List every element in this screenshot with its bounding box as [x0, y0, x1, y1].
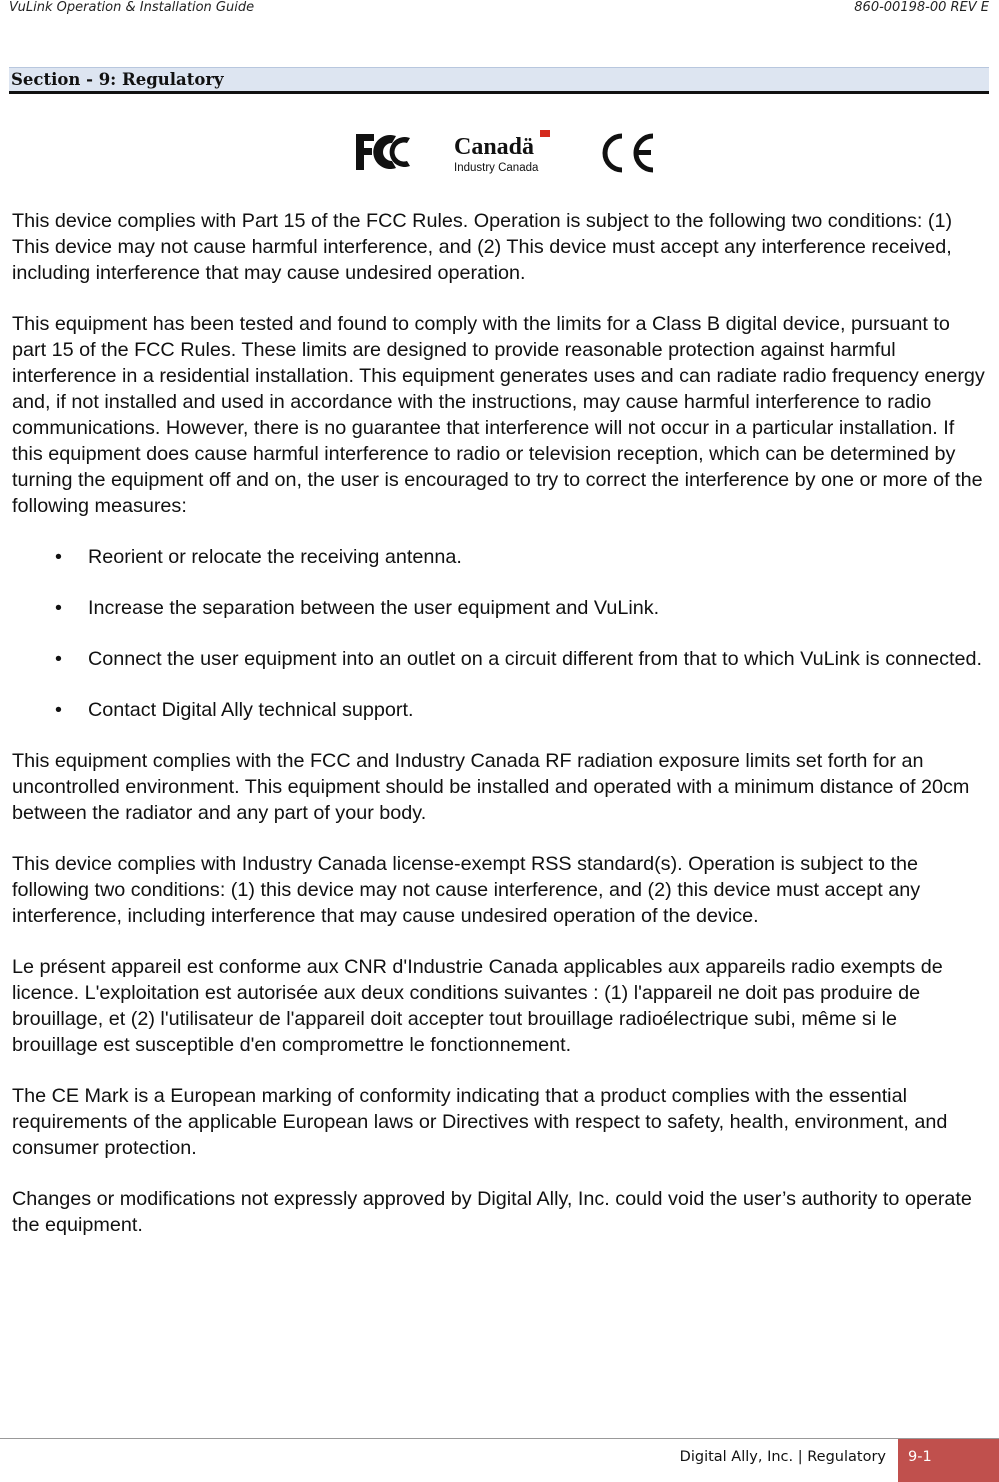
footer-divider	[0, 1438, 999, 1439]
section-title: Section - 9: Regulatory	[11, 70, 224, 89]
ic-french-paragraph: Le présent appareil est conforme aux CNR d'Industrie Canada applicables aux appareils radio exempts de licence. L'exploitation est autorisée aux deux conditions suivantes : (1) l'appareil ne doit pas produire de brouillage, et (2) l'utilisateur de l'appareil doit accepter tout brouillage radioélectrique subi, même si le brouillage est susceptible d'en compromettre le fonctionnement.	[12, 956, 943, 1056]
list-item	[12, 646, 987, 672]
modifications-paragraph: Changes or modifications not expressly approved by Digital Ally, Inc. could void the user’s authority to operate the equipment.	[12, 1188, 972, 1236]
list-item	[12, 697, 987, 723]
regulatory-content	[12, 208, 987, 1263]
interference-measures-list	[12, 544, 987, 723]
rf-exposure-paragraph: This equipment complies with the FCC and Industry Canada RF radiation exposure limits set forth for an uncontrolled environment. This equipment should be installed and operated with a minimum distance of 20cm between the radiator and any part of your body.	[12, 750, 970, 824]
list-item	[12, 595, 987, 621]
measure-text: Connect the user equipment into an outlet on a circuit different from that to which VuLink is connected.	[88, 648, 982, 670]
ce-mark-icon	[596, 128, 658, 176]
list-item	[12, 544, 987, 570]
measure-text: Reorient or relocate the receiving antenna.	[88, 546, 462, 568]
section-heading-bar	[9, 67, 989, 94]
class-b-paragraph: This equipment has been tested and found to comply with the limits for a Class B digital device, pursuant to part 15 of the FCC Rules. These limits are designed to provide reasonable protection against harmful interference in a residential installation. This equipment generates uses and can radiate radio frequency energy and, if not installed and used in accordance with the instructions, may cause harmful interference to radio communications. However, there is no guarantee that interference will not occur in a particular installation. If this equipment does cause harmful interference to radio or television reception, which can be determined by turning the equipment off and on, the user is encouraged to try to correct the interference by one or more of the following measures:	[12, 313, 985, 517]
measure-text: Increase the separation between the user equipment and VuLink.	[88, 597, 660, 619]
page-number: 9-1	[908, 1449, 932, 1465]
svg-text:Industry Canada: Industry Canada	[454, 162, 539, 174]
document-number: 860-00198-00 REV E	[854, 0, 989, 15]
bullet-icon: •	[55, 546, 62, 568]
certification-logos	[352, 128, 662, 180]
bullet-icon: •	[55, 648, 62, 670]
running-header	[9, 0, 989, 22]
bullet-icon: •	[55, 699, 62, 721]
footer-label: Digital Ally, Inc. | Regulatory	[679, 1449, 886, 1465]
ic-rss-paragraph: This device complies with Industry Canada license-exempt RSS standard(s). Operation is subject to the following two conditions: (1) this device may not cause interference, and (2) this device must accept any interference, including interference that may cause undesired operation of the device.	[12, 853, 921, 927]
fcc-part15-paragraph: This device complies with Part 15 of the FCC Rules. Operation is subject to the following two conditions: (1) This device may not cause harmful interference, and (2) This device must accept any interference received, including interference that may cause undesired operation.	[12, 210, 953, 284]
document-title: VuLink Operation & Installation Guide	[9, 0, 255, 15]
canada-wordmark-logo	[452, 128, 562, 176]
fcc-logo-icon	[352, 128, 414, 176]
page-number-tab	[898, 1439, 999, 1482]
bullet-icon: •	[55, 597, 62, 619]
measure-text: Contact Digital Ally technical support.	[88, 699, 414, 721]
ce-mark-paragraph: The CE Mark is a European marking of conformity indicating that a product complies with the essential requirements of the applicable European laws or Directives with respect to safety, health, environment, and consumer protection.	[12, 1085, 948, 1159]
svg-text:Canadä: Canadä	[454, 134, 535, 160]
